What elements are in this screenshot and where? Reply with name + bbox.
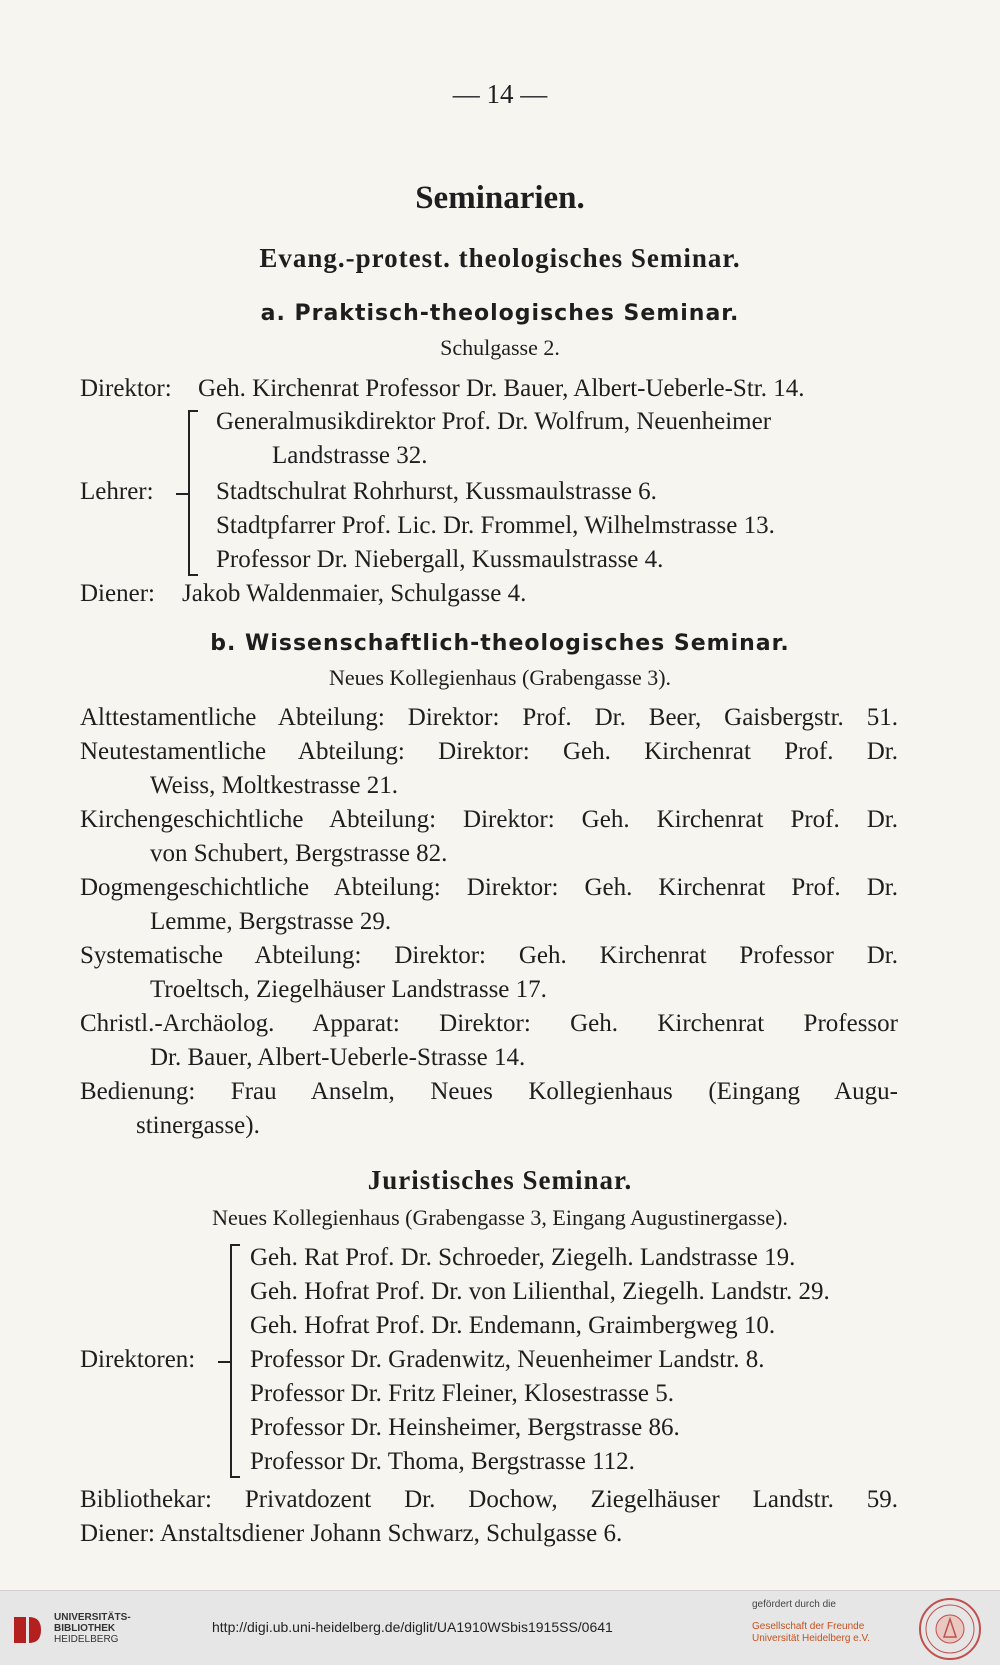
abteilung-line: Troeltsch, Ziegelhäuser Landstrasse 17. xyxy=(150,976,547,1003)
abteilung-line: Dr. Bauer, Albert-Ueberle-Strasse 14. xyxy=(150,1044,526,1071)
page-title: Seminarien. xyxy=(415,180,585,216)
direktor-line: Geh. Hofrat Prof. Dr. Endemann, Graimbergweg 10. xyxy=(250,1312,776,1339)
lehrer-brace xyxy=(188,410,204,576)
library-name: UNIVERSITÄTS- BIBLIOTHEK HEIDELBERG xyxy=(54,1612,131,1645)
ub-heidelberg-logo-icon xyxy=(10,1613,44,1647)
abteilung-line: Alttestamentliche Abteilung: Direktor: Prof. Dr. Beer, Gaisbergstr. 51. xyxy=(80,704,898,731)
sub-a-heading: a. Praktisch-theologisches Seminar. xyxy=(260,301,740,326)
sponsor-text: gefördert durch die Gesellschaft der Freunde Universität Heidelberg e.V. xyxy=(752,1599,871,1644)
diener-value: Jakob Waldenmaier, Schulgasse 4. xyxy=(182,580,527,607)
lehrer-line: Professor Dr. Niebergall, Kussmaulstrasse 4. xyxy=(216,546,664,573)
direktor-line: Professor Dr. Fritz Fleiner, Klosestrasse 5. xyxy=(250,1380,674,1407)
lehrer-label: Lehrer: xyxy=(80,478,154,505)
direktor-value: Geh. Kirchenrat Professor Dr. Bauer, Albert-Ueberle-Str. 14. xyxy=(198,375,805,402)
jur-seminar-heading: Juristisches Seminar. xyxy=(367,1165,633,1195)
abteilung-line: Dogmengeschichtliche Abteilung: Direktor: Geh. Kirchenrat Prof. Dr. xyxy=(80,874,898,901)
jur-address: Neues Kollegienhaus (Grabengasse 3, Eingang Augustinergasse). xyxy=(212,1205,788,1230)
direktor-line: Professor Dr. Thoma, Bergstrasse 112. xyxy=(250,1448,635,1475)
bedienung-line: Bedienung: Frau Anselm, Neues Kollegienhaus (Eingang Augu- xyxy=(80,1078,898,1105)
abteilung-line: Kirchengeschichtliche Abteilung: Direktor: Geh. Kirchenrat Prof. Dr. xyxy=(80,806,898,833)
diener-label: Diener: xyxy=(80,580,155,607)
abteilung-line: Christl.-Archäolog. Apparat: Direktor: Geh. Kirchenrat Professor xyxy=(80,1010,898,1037)
lehrer-line: Stadtpfarrer Prof. Lic. Dr. Frommel, Wilhelmstrasse 13. xyxy=(216,512,775,539)
university-seal-icon xyxy=(918,1597,982,1661)
direktor-line: Professor Dr. Heinsheimer, Bergstrasse 86. xyxy=(250,1414,680,1441)
direktor-line: Geh. Rat Prof. Dr. Schroeder, Ziegelh. Landstrasse 19. xyxy=(250,1244,796,1271)
direktoren-brace xyxy=(230,1244,246,1478)
abteilung-line: Lemme, Bergstrasse 29. xyxy=(150,908,392,935)
direktor-line: Professor Dr. Gradenwitz, Neuenheimer Landstr. 8. xyxy=(250,1346,765,1373)
direktor-line: Geh. Hofrat Prof. Dr. von Lilienthal, Ziegelh. Landstr. 29. xyxy=(250,1278,830,1305)
sub-a-address: Schulgasse 2. xyxy=(440,335,560,360)
sub-b-heading: b. Wissenschaftlich-theologisches Seminar. xyxy=(210,631,790,656)
abteilung-line: Weiss, Moltkestrasse 21. xyxy=(150,772,398,799)
direktor-label: Direktor: xyxy=(80,375,172,402)
digitization-footer xyxy=(0,1590,1000,1665)
lehrer-line: Generalmusikdirektor Prof. Dr. Wolfrum, Neuenheimer xyxy=(216,408,772,435)
lehrer-line: Stadtschulrat Rohrhurst, Kussmaulstrasse 6. xyxy=(216,478,657,505)
abteilung-line: von Schubert, Bergstrasse 82. xyxy=(150,840,448,867)
jur-diener-line: Diener: Anstaltsdiener Johann Schwarz, Schulgasse 6. xyxy=(80,1520,623,1547)
abteilung-line: Neutestamentliche Abteilung: Direktor: Geh. Kirchenrat Prof. Dr. xyxy=(80,738,898,765)
direktoren-label: Direktoren: xyxy=(80,1346,196,1373)
bibliothekar-line: Bibliothekar: Privatdozent Dr. Dochow, Ziegelhäuser Landstr. 59. xyxy=(80,1486,898,1513)
digital-object-url[interactable]: http://digi.ub.uni-heidelberg.de/diglit/UA1910WSbis1915SS/0641 xyxy=(212,1619,613,1635)
abteilung-line: Systematische Abteilung: Direktor: Geh. Kirchenrat Professor Dr. xyxy=(80,942,898,969)
sub-b-address: Neues Kollegienhaus (Grabengasse 3). xyxy=(328,665,672,690)
lehrer-line: Landstrasse 32. xyxy=(272,442,428,469)
theol-seminar-heading: Evang.-protest. theologisches Seminar. xyxy=(259,243,741,273)
page-number: — 14 — xyxy=(452,79,548,109)
bedienung-line: stinergasse). xyxy=(136,1112,260,1139)
